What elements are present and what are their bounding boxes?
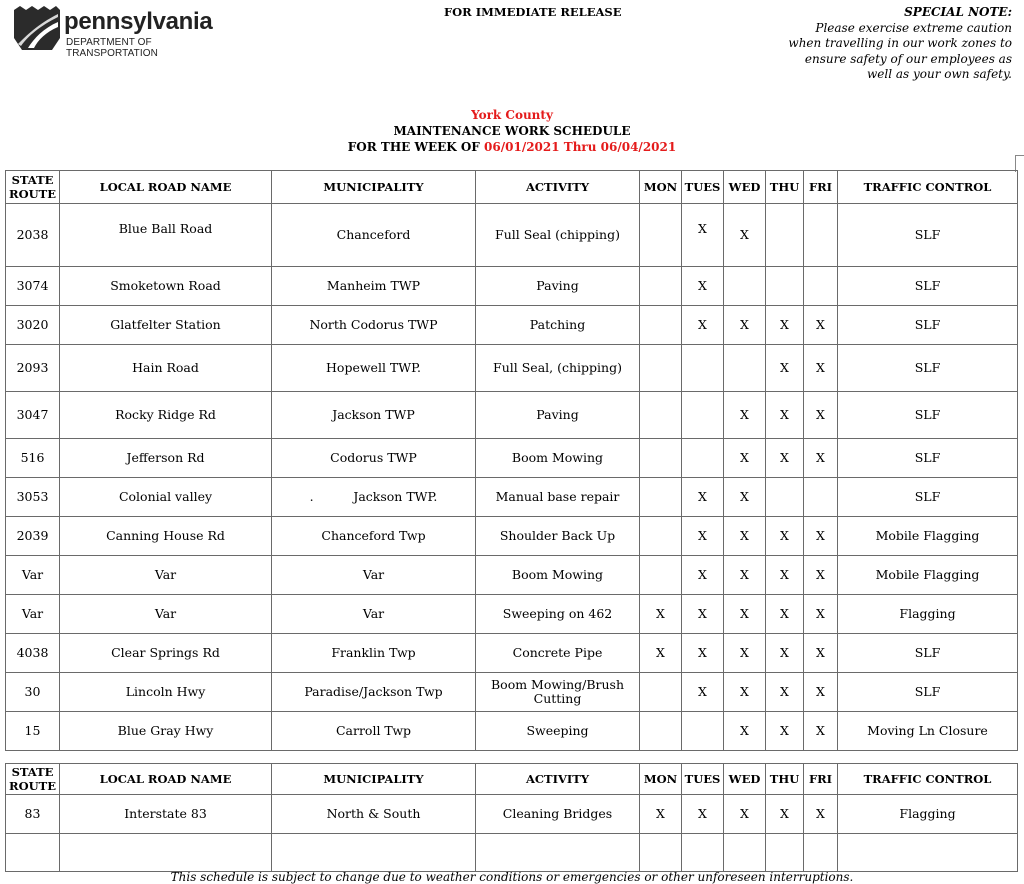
week-line [0,140,1024,154]
thu-cell: X [766,595,804,634]
activity-cell: Full Seal (chipping) [476,204,640,267]
route-cell: 516 [6,439,60,478]
tue-cell: X [682,673,724,712]
mon-cell [640,439,682,478]
mon-cell [640,673,682,712]
route-cell: 30 [6,673,60,712]
road-name-cell: Glatfelter Station [60,306,272,345]
mon-cell [640,556,682,595]
fri-cell: X [804,556,838,595]
activity-cell: Full Seal, (chipping) [476,345,640,392]
route-cell: 3074 [6,267,60,306]
thu-cell [766,478,804,517]
week-label: FOR THE WEEK OF [347,140,480,154]
header-cell: TUES [682,171,724,204]
municipality-cell: Codorus TWP [272,439,476,478]
tue-cell: X [682,306,724,345]
header-cell: LOCAL ROAD NAME [60,171,272,204]
header-cell: FRI [804,764,838,795]
activity-cell: Shoulder Back Up [476,517,640,556]
tue-cell [682,392,724,439]
municipality-cell [272,834,476,872]
tue-cell: X [682,556,724,595]
mon-cell [640,834,682,872]
tue-cell: X [682,795,724,834]
thu-cell: X [766,712,804,751]
municipality-cell: Franklin Twp [272,634,476,673]
municipality-cell: Paradise/Jackson Twp [272,673,476,712]
fri-cell: X [804,795,838,834]
header-cell: TUES [682,764,724,795]
road-name-cell: Var [60,595,272,634]
header-cell: WED [724,764,766,795]
tue-cell [682,439,724,478]
logo-wordmark: pennsylvania [64,8,213,35]
road-name-cell: Rocky Ridge Rd [60,392,272,439]
week-range: 06/01/2021 Thru 06/04/2021 [484,140,677,154]
traffic-control-cell: SLF [838,267,1018,306]
thu-cell: X [766,556,804,595]
route-cell: 3047 [6,392,60,439]
fri-cell: X [804,439,838,478]
wed-cell: X [724,634,766,673]
traffic-control-cell [838,834,1018,872]
thu-cell: X [766,306,804,345]
route-cell: 83 [6,795,60,834]
special-note-title: SPECIAL NOTE: [904,5,1012,19]
route-cell: Var [6,595,60,634]
route-cell: 3053 [6,478,60,517]
header-cell: TRAFFIC CONTROL [838,171,1018,204]
road-name-cell: Smoketown Road [60,267,272,306]
header-cell: LOCAL ROAD NAME [60,764,272,795]
special-note-line: ensure safety of our employees as [804,51,1012,66]
activity-cell: Patching [476,306,640,345]
tue-cell: X [682,595,724,634]
schedule-title: MAINTENANCE WORK SCHEDULE [393,124,631,138]
municipality-cell: Carroll Twp [272,712,476,751]
fri-cell: X [804,517,838,556]
thu-cell: X [766,634,804,673]
table-header-row [6,171,1018,204]
special-note-line: when travelling in our work zones to [788,36,1012,50]
wed-cell: X [724,306,766,345]
road-name-cell: Blue Ball Road [60,204,272,267]
special-note [788,5,1012,83]
wed-cell [724,345,766,392]
table-row [6,517,1018,556]
route-cell: 4038 [6,634,60,673]
activity-cell: Sweeping [476,712,640,751]
table-row [6,306,1018,345]
municipality-cell: North & South [272,795,476,834]
thu-cell [766,204,804,267]
fri-cell: X [804,673,838,712]
municipality-cell: Var [272,556,476,595]
tue-cell: X [682,634,724,673]
table-row [6,267,1018,306]
mon-cell: X [640,795,682,834]
mon-cell [640,478,682,517]
header-cell: ACTIVITY [476,171,640,204]
wed-cell: X [724,392,766,439]
municipality-cell: North Codorus TWP [272,306,476,345]
activity-cell: Paving [476,392,640,439]
table-row [6,634,1018,673]
table-row [6,392,1018,439]
route-cell [6,834,60,872]
table-header-row [6,764,1018,795]
fri-cell: X [804,712,838,751]
wed-cell: X [724,673,766,712]
footer-note: This schedule is subject to change due to weather conditions or emergencies or other unforeseen interruptions. [170,870,854,884]
tue-cell [682,834,724,872]
table-row [6,204,1018,267]
penndot-logo [12,4,237,59]
special-note-line: well as your own safety. [867,67,1012,81]
wed-cell: X [724,204,766,267]
mon-cell [640,345,682,392]
logo-subtitle: DEPARTMENT OF TRANSPORTATION [66,37,158,59]
traffic-control-cell: SLF [838,673,1018,712]
table-row [6,673,1018,712]
wed-cell: X [724,517,766,556]
mon-cell: X [640,634,682,673]
table-row [6,439,1018,478]
road-name-cell: Canning House Rd [60,517,272,556]
mon-cell [640,517,682,556]
traffic-control-cell: Mobile Flagging [838,556,1018,595]
activity-cell: Sweeping on 462 [476,595,640,634]
activity-cell: Cleaning Bridges [476,795,640,834]
wed-cell [724,834,766,872]
traffic-control-cell: SLF [838,392,1018,439]
activity-cell: Manual base repair [476,478,640,517]
thu-cell: X [766,795,804,834]
header-cell: MUNICIPALITY [272,171,476,204]
municipality-cell: Jackson TWP [272,392,476,439]
fri-cell: X [804,634,838,673]
wed-cell: X [724,712,766,751]
traffic-control-cell: Mobile Flagging [838,517,1018,556]
special-note-line: Please exercise extreme caution [815,20,1012,35]
table-row [6,595,1018,634]
traffic-control-cell: Flagging [838,795,1018,834]
road-name-cell: Hain Road [60,345,272,392]
header-cell: FRI [804,171,838,204]
traffic-control-cell: SLF [838,204,1018,267]
header-cell: THU [766,171,804,204]
fri-cell: X [804,595,838,634]
fri-cell [804,267,838,306]
traffic-control-cell: SLF [838,306,1018,345]
municipality-cell: . Jackson TWP. [272,478,476,517]
schedule-table [5,170,1018,751]
keystone-logo-icon [12,4,62,52]
fri-cell: X [804,392,838,439]
header-cell: THU [766,764,804,795]
road-name-cell [60,834,272,872]
mon-cell [640,392,682,439]
fri-cell: X [804,345,838,392]
wed-cell: X [724,795,766,834]
header-cell: MON [640,171,682,204]
activity-cell: Boom Mowing/Brush Cutting [476,673,640,712]
header-cell: WED [724,171,766,204]
header-cell: MON [640,764,682,795]
thu-cell: X [766,439,804,478]
table-row [6,795,1018,834]
tue-cell: X [682,478,724,517]
traffic-control-cell: SLF [838,634,1018,673]
activity-cell: Boom Mowing [476,439,640,478]
route-cell: 3020 [6,306,60,345]
activity-cell [476,834,640,872]
wed-cell: X [724,595,766,634]
road-name-cell: Lincoln Hwy [60,673,272,712]
thu-cell: X [766,673,804,712]
thu-cell [766,834,804,872]
activity-cell: Concrete Pipe [476,634,640,673]
header-cell: ACTIVITY [476,764,640,795]
road-name-cell: Var [60,556,272,595]
activity-cell: Boom Mowing [476,556,640,595]
road-name-cell: Interstate 83 [60,795,272,834]
header-cell: MUNICIPALITY [272,764,476,795]
fri-cell [804,834,838,872]
thu-cell: X [766,345,804,392]
road-name-cell: Clear Springs Rd [60,634,272,673]
fri-cell: X [804,306,838,345]
tue-cell: X [682,204,724,267]
route-cell: 2038 [6,204,60,267]
thu-cell [766,267,804,306]
mon-cell [640,204,682,267]
route-cell: Var [6,556,60,595]
header-cell: TRAFFIC CONTROL [838,764,1018,795]
municipality-cell: Var [272,595,476,634]
interstate-table [5,763,1018,872]
mon-cell [640,267,682,306]
tue-cell [682,345,724,392]
mon-cell: X [640,595,682,634]
tue-cell: X [682,517,724,556]
wed-cell [724,267,766,306]
traffic-control-cell: SLF [838,439,1018,478]
wed-cell: X [724,478,766,517]
road-name-cell: Blue Gray Hwy [60,712,272,751]
traffic-control-cell: SLF [838,345,1018,392]
road-name-cell: Colonial valley [60,478,272,517]
release-label: FOR IMMEDIATE RELEASE [444,5,622,19]
municipality-cell: Chanceford [272,204,476,267]
wed-cell: X [724,439,766,478]
route-cell: 2093 [6,345,60,392]
county-title: York County [471,108,553,122]
header-cell: STATE ROUTE [6,171,60,204]
municipality-cell: Chanceford Twp [272,517,476,556]
traffic-control-cell: Moving Ln Closure [838,712,1018,751]
table-row [6,345,1018,392]
mon-cell [640,306,682,345]
fri-cell [804,478,838,517]
route-cell: 2039 [6,517,60,556]
traffic-control-cell: SLF [838,478,1018,517]
table-row [6,834,1018,872]
route-cell: 15 [6,712,60,751]
thu-cell: X [766,517,804,556]
activity-cell: Paving [476,267,640,306]
header-cell: STATE ROUTE [6,764,60,795]
thu-cell: X [766,392,804,439]
mon-cell [640,712,682,751]
road-name-cell: Jefferson Rd [60,439,272,478]
wed-cell: X [724,556,766,595]
table-row [6,478,1018,517]
fri-cell [804,204,838,267]
tue-cell: X [682,267,724,306]
table-row [6,556,1018,595]
municipality-cell: Hopewell TWP. [272,345,476,392]
tue-cell [682,712,724,751]
table-row [6,712,1018,751]
traffic-control-cell: Flagging [838,595,1018,634]
municipality-cell: Manheim TWP [272,267,476,306]
